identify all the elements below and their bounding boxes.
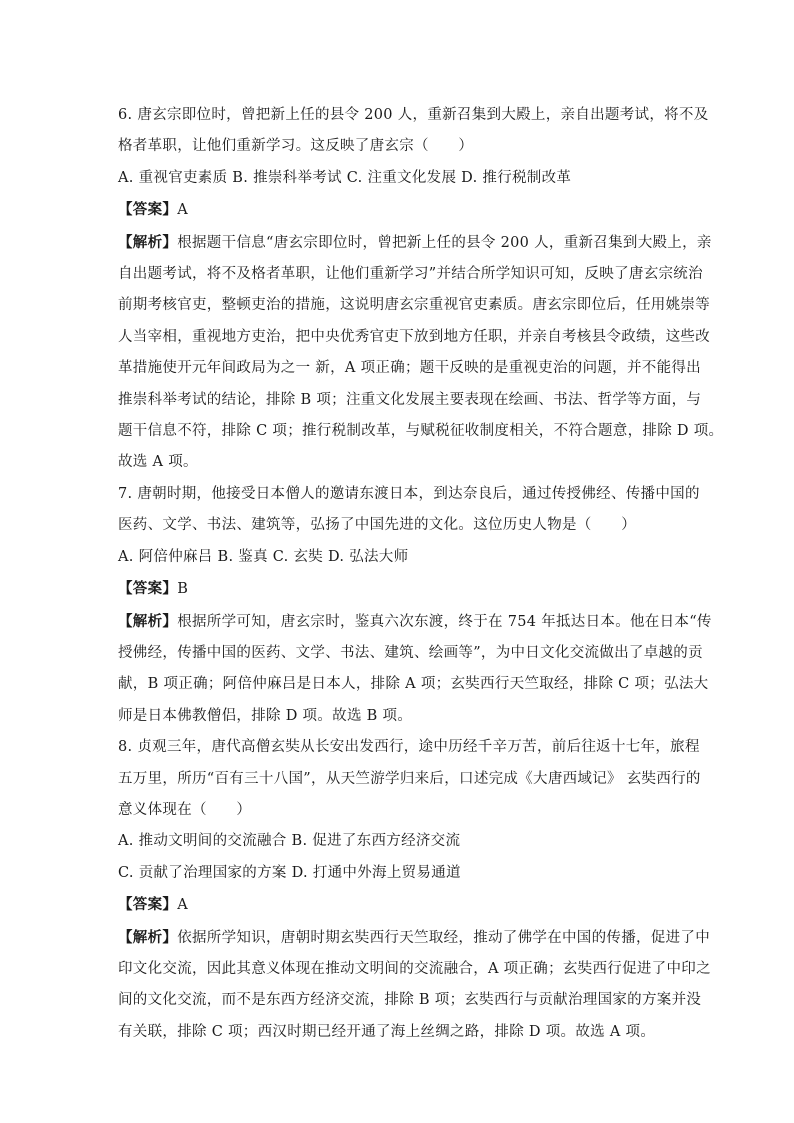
analysis-text: 间的文化交流，而不是东西方经济交流，排除 B 项；玄奘西行与贡献治理国家的方案并没 — [118, 992, 702, 1009]
question-stem-line: 6. 唐玄宗即位时，曾把新上任的县令 200 人，重新召集到大殿上，亲自出题考试，将不及 — [118, 107, 709, 123]
analysis-text: 师是日本佛教僧侣，排除 D 项。故选 B 项。 — [118, 707, 413, 724]
analysis-text: 根据所学可知，唐玄宗时，鉴真六次东渡，终于在 754 年抵达日本。他在日本“传 — [177, 613, 712, 630]
question-options: C. 贡献了治理国家的方案 D. 打通中外海上贸易通道 — [118, 864, 461, 881]
answer-label: 【答案】 — [118, 201, 178, 219]
analysis-label: 【解析】 — [118, 612, 178, 630]
answer-value: B — [177, 581, 189, 598]
question-stem-line: 8. 贞观三年，唐代高僧玄奘从长安出发西行，途中历经千辛万苦，前后往返十七年，旅程 — [118, 739, 700, 756]
analysis-text: 自出题考试，将不及格者革职，让他们重新学习”并结合所学知识可知，反映了唐玄宗统治 — [118, 266, 703, 283]
analysis-line — [118, 922, 710, 954]
analysis-text: 前期考核官吏，整顿吏治的措施，这说明唐玄宗重视官吏素质。唐玄宗即位后，任用姚崇等 — [118, 297, 710, 314]
analysis-text: 印文化交流，因此其意义体现在推动文明间的交流融合，A 项正确；玄奘西行促进了中印之 — [118, 960, 711, 977]
question-options: A. 推动文明间的交流融合 B. 促进了东西方经济交流 — [118, 833, 461, 850]
question-6 — [118, 100, 724, 479]
question-options: A. 重视官吏素质 B. 推崇科举考试 C. 注重文化发展 D. 推行税制改革 — [118, 169, 572, 186]
question-stem-line: 意义体现在（ ） — [118, 801, 252, 818]
question-stem-line: 格者革职，让他们重新学习。这反映了唐玄宗（ ） — [118, 138, 474, 155]
analysis-label: 【解析】 — [118, 233, 178, 251]
question-stem-line: 7. 唐朝时期，他接受日本僧人的邀请东渡日本，到达奈良后，通过传授佛经、传播中国的 — [118, 485, 700, 502]
analysis-line — [118, 606, 712, 638]
answer-label: 【答案】 — [118, 896, 178, 914]
question-stem-line: 五万里，所历“百有三十八国”，从天竺游学归来后，口述完成《大唐西域记》 玄奘西行的 — [118, 770, 701, 787]
answer-value: A — [177, 202, 188, 219]
analysis-text: 故选 A 项。 — [118, 454, 198, 471]
answer-value: A — [177, 897, 188, 914]
analysis-text: 推崇科举考试的结论，排除 B 项；注重文化发展主要表现在绘画、书法、哲学等方面，与 — [118, 391, 702, 408]
analysis-text: 有关联，排除 C 项；西汉时期已经开通了海上丝绸之路，排除 D 项。故选 A 项。 — [118, 1023, 656, 1040]
answer-line — [118, 194, 688, 226]
question-8 — [118, 732, 711, 1048]
analysis-label: 【解析】 — [118, 928, 178, 946]
question-stem-line: 医药、文学、书法、建筑等，弘扬了中国先进的文化。这位历史人物是（ ） — [118, 517, 636, 534]
question-7 — [118, 479, 712, 732]
answer-line — [118, 889, 688, 921]
answer-label: 【答案】 — [118, 580, 178, 598]
document-page — [118, 100, 724, 1048]
analysis-text: 根据题干信息“唐玄宗即位时，曾把新上任的县令 200 人，重新召集到大殿上，亲 — [177, 234, 712, 251]
analysis-text: 依据所学知识，唐朝时期玄奘西行天竺取经，推动了佛学在中国的传播，促进了中 — [177, 929, 710, 946]
analysis-text: 革措施使开元年间政局为之一 新，A 项正确；题干反映的是重视吏治的问题，并不能得出 — [118, 360, 701, 377]
analysis-text: 题干信息不符，排除 C 项；推行税制改革，与赋税征收制度相关，不符合题意，排除 D 项。 — [118, 423, 724, 440]
question-options: A. 阿倍仲麻吕 B. 鉴真 C. 玄奘 D. 弘法大师 — [118, 548, 409, 565]
analysis-text: 人当宰相，重视地方吏治，把中央优秀官吏下放到地方任职，并亲自考核县令政绩，这些改 — [118, 328, 710, 345]
analysis-text: 授佛经，传播中国的医药、文学、书法、建筑、绘画等”，为中日文化交流做出了卓越的贡 — [118, 644, 703, 661]
analysis-text: 献，B 项正确；阿倍仲麻吕是日本人，排除 A 项；玄奘西行天竺取经，排除 C 项；弘法大 — [118, 676, 709, 693]
analysis-line — [118, 227, 712, 259]
answer-line — [118, 573, 688, 605]
